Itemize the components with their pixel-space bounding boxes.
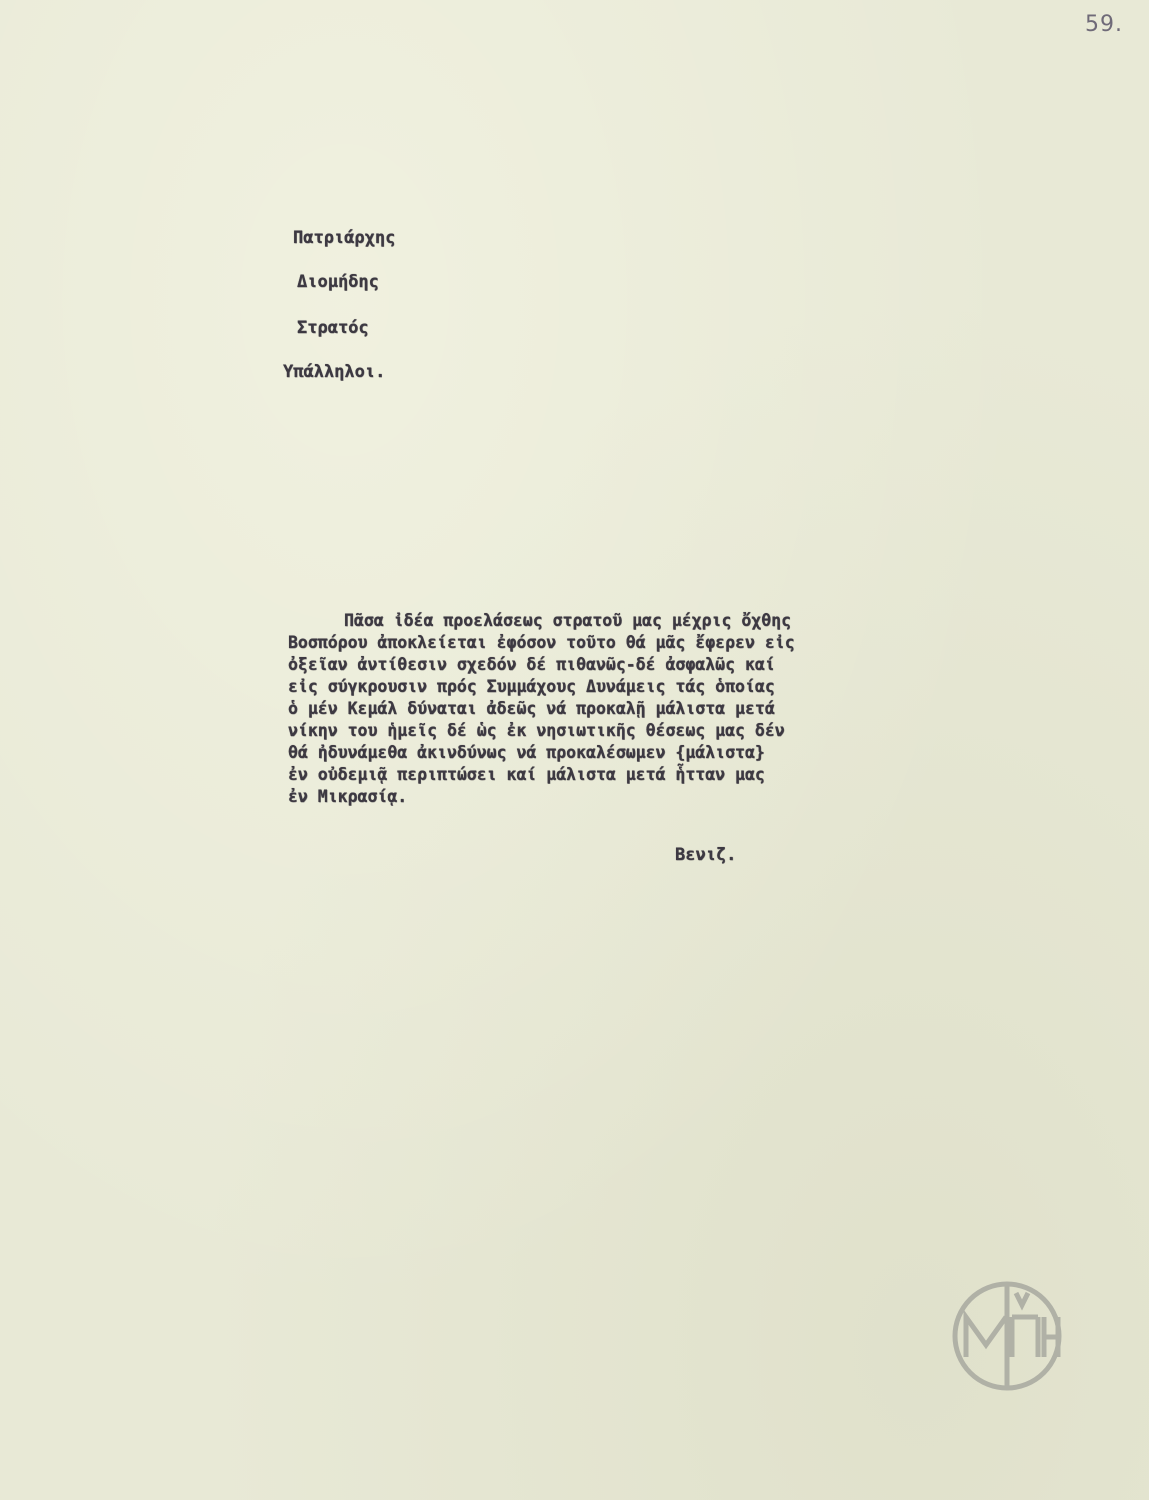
- body-line: ὁ μέν Κεμάλ δύναται ἀδεῶς νά προκαλῇ μάλιστα μετά: [288, 699, 775, 718]
- body-line: θά ἠδυνάμεθα ἀκινδύνως νά προκαλέσωμεν {μάλιστα}: [288, 743, 765, 762]
- recipient-officials: Υπάλληλοι.: [283, 362, 386, 382]
- signature: Βενιζ.: [675, 845, 737, 865]
- recipient-patriarch: Πατριάρχης: [293, 228, 396, 248]
- telegram-body: [288, 610, 978, 808]
- archive-stamp-icon: [946, 1275, 1068, 1397]
- body-line: νίκην του ἡμεῖς δέ ὡς ἐκ νησιωτικῆς θέσεως μας δέν: [288, 721, 785, 740]
- recipient-army: Στρατός: [297, 318, 369, 338]
- body-line: ἐν οὐδεμιᾷ περιπτώσει καί μάλιστα μετά ἧτταν μας: [288, 765, 765, 784]
- recipient-diomidis: Διομήδης: [297, 272, 379, 292]
- body-line: εἰς σύγκρουσιν πρός Συμμάχους Δυνάμεις τάς ὁποίας: [288, 677, 775, 696]
- page-number: 59.: [1085, 12, 1123, 37]
- body-line: ἐν Μικρασίᾳ.: [288, 787, 408, 806]
- body-line: ὀξεῖαν ἀντίθεσιν σχεδόν δέ πιθανῶς-δέ ἀσφαλῶς καί: [288, 655, 775, 674]
- body-line: Βοσπόρου ἀποκλείεται ἐφόσον τοῦτο θά μᾶς ἔφερεν εἰς: [288, 633, 795, 652]
- body-line: Πᾶσα ἰδέα προελάσεως στρατοῦ μας μέχρις ὄχθης: [344, 611, 792, 630]
